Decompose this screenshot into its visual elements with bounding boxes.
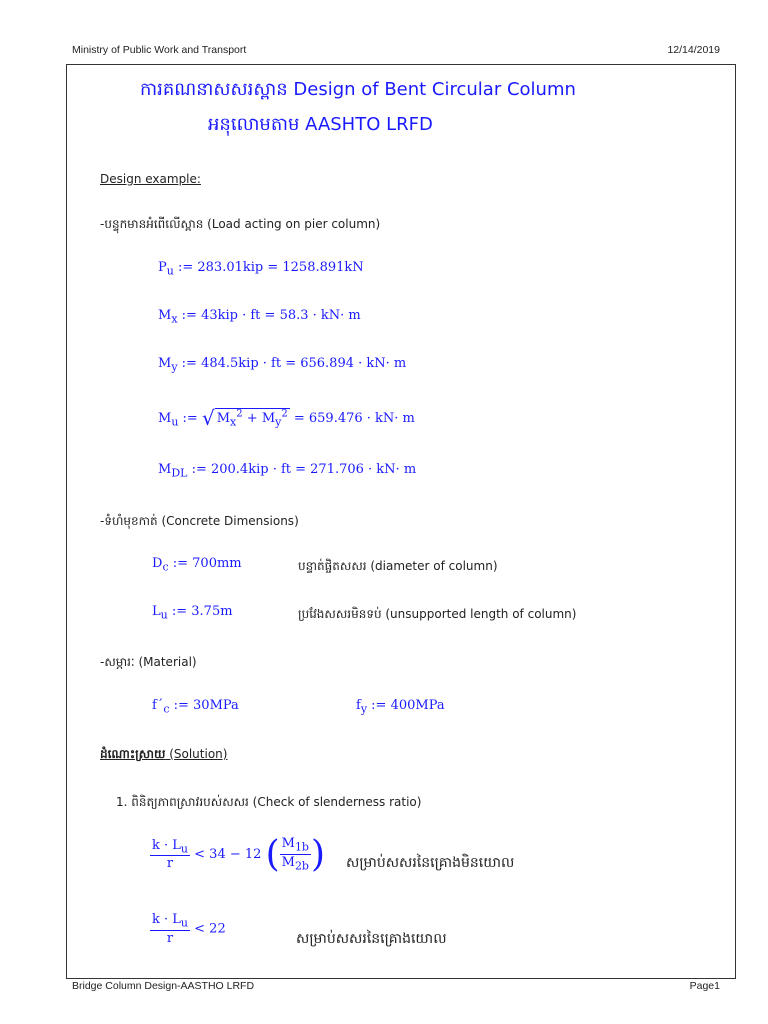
eq-my-sym: M: [158, 356, 172, 371]
ratio-num: [280, 836, 311, 855]
page-title: ការគណនាសសរស្ពាន Design of Bent Circular Column: [140, 79, 576, 100]
eq-fc-sub: c: [163, 702, 170, 716]
eq-pu-expr: := 283.01kip = 1258.891kN: [177, 260, 364, 275]
eq-my-expr: := 484.5kip · ft = 656.894 · kN· m: [181, 356, 407, 371]
load-section-heading: -បន្ទុកមានអំពើលើស្ពាន (Load acting on pier column): [100, 217, 381, 231]
eq-fc: [152, 698, 239, 716]
eq-dc-sym: D: [152, 556, 163, 571]
ratio-num-sub: 1b: [294, 841, 309, 854]
eq-dc-expr: := 700mm: [172, 556, 242, 571]
lu-description: ប្រវែងសសរមិនទប់ (unsupported length of column): [298, 607, 577, 621]
slenderness-check-unbraced: [150, 834, 325, 875]
eq-lu-expr: := 3.75m: [171, 604, 233, 619]
eq-pu-sub: u: [166, 264, 174, 278]
kl-over-r-fraction: [150, 838, 190, 872]
eq-mdl-sym: M: [158, 462, 172, 477]
frac-num-text: k · L: [152, 837, 181, 853]
ratio-den-sub: 2b: [294, 859, 309, 873]
eq-mdl-sub: DL: [171, 466, 188, 480]
eq-fc-expr: := 30MPa: [173, 698, 239, 713]
frac2-num: [150, 912, 190, 931]
eq-mdl-expr: := 200.4kip · ft = 271.706 · kN· m: [191, 462, 417, 477]
ratio-num-text: M: [281, 836, 295, 852]
eq-mu: [158, 406, 415, 430]
eq-fy-expr: := 400MPa: [371, 698, 445, 713]
slenderness-check-braced: [150, 912, 226, 946]
rad-a: M: [216, 411, 231, 426]
ratio-den-text: M: [281, 855, 295, 870]
rad-plus: +: [246, 411, 258, 426]
frac2-den: r: [166, 930, 174, 946]
check2-relation: < 22: [194, 921, 226, 937]
header-left: Ministry of Public Work and Transport: [72, 44, 247, 56]
eq-lu-sub: u: [160, 608, 168, 622]
solution-heading: [100, 746, 227, 764]
eq-dc: [152, 556, 242, 574]
footer-page: Page1: [689, 980, 720, 992]
frac2-num-sub: u: [180, 916, 189, 930]
frac-num-sub: u: [180, 842, 189, 856]
eq-my-sub: y: [171, 360, 178, 374]
frac-den: r: [166, 856, 174, 872]
eq-mx-sub: x: [171, 312, 178, 326]
eq-mx: [158, 308, 361, 326]
eq-mu-result: = 659.476 · kN· m: [293, 411, 415, 426]
rad-a-sub: x: [230, 415, 237, 429]
ratio-den: [280, 855, 311, 873]
eq-mdl: [158, 462, 416, 480]
paren-left: (: [265, 834, 280, 875]
paren-right: ): [310, 834, 326, 875]
kl-over-r-fraction-2: [150, 912, 190, 946]
header-date: 12/14/2019: [667, 44, 720, 56]
eq-fc-sym: f´: [152, 698, 164, 713]
step1-heading: 1. ពិនិត្យភាពស្រាវរបស់សសរ (Check of slenderness ratio): [116, 795, 422, 809]
rad-b-sub: y: [275, 415, 282, 429]
eq-fy: [356, 698, 445, 716]
footer-left: Bridge Column Design-AASTHO LRFD: [72, 980, 255, 992]
rad-a-sup: 2: [236, 408, 243, 420]
check1-description: សម្រាប់សសរនៃគ្រោងមិនយោល: [346, 855, 515, 871]
frac2-num-text: k · L: [152, 912, 181, 927]
eq-lu: [152, 604, 233, 622]
material-section-heading: -សម្ភារៈ (Material): [100, 655, 197, 669]
eq-lu-sym: L: [152, 604, 161, 619]
eq-fy-sym: f: [356, 698, 361, 713]
eq-mu-sym: M: [158, 411, 172, 426]
dc-description: បន្ទាត់ផ្ចិតសសរ (diameter of column): [298, 559, 498, 573]
rad-b: M: [261, 411, 276, 426]
eq-mx-expr: := 43kip · ft = 58.3 · kN· m: [181, 308, 361, 323]
check1-relation: < 34 − 12: [194, 847, 262, 862]
moment-ratio-fraction: [280, 836, 311, 872]
eq-mx-sym: M: [158, 308, 172, 323]
sqrt-body: [215, 408, 290, 429]
sqrt-radical: √: [201, 406, 215, 430]
eq-pu-sym: P: [158, 260, 167, 275]
eq-pu: [158, 260, 364, 278]
eq-mu-sub: u: [171, 415, 179, 429]
eq-mu-assign: :=: [182, 411, 198, 426]
eq-fy-sub: y: [360, 702, 368, 716]
dim-section-heading: -ទំហំមុខកាត់ (Concrete Dimensions): [100, 514, 299, 528]
check2-description: សម្រាប់សសរនៃគ្រោងយោល: [296, 931, 447, 947]
design-example-heading: Design example:: [100, 172, 201, 186]
rad-b-sup: 2: [281, 408, 288, 420]
eq-my: [158, 356, 406, 374]
page-subtitle: អនុលោមតាម AASHTO LRFD: [208, 114, 433, 135]
solution-khmer: ដំណោះស្រាយ: [100, 747, 166, 761]
solution-english: (Solution): [165, 747, 228, 761]
eq-dc-sub: c: [162, 560, 169, 574]
frac-num: [150, 838, 190, 857]
